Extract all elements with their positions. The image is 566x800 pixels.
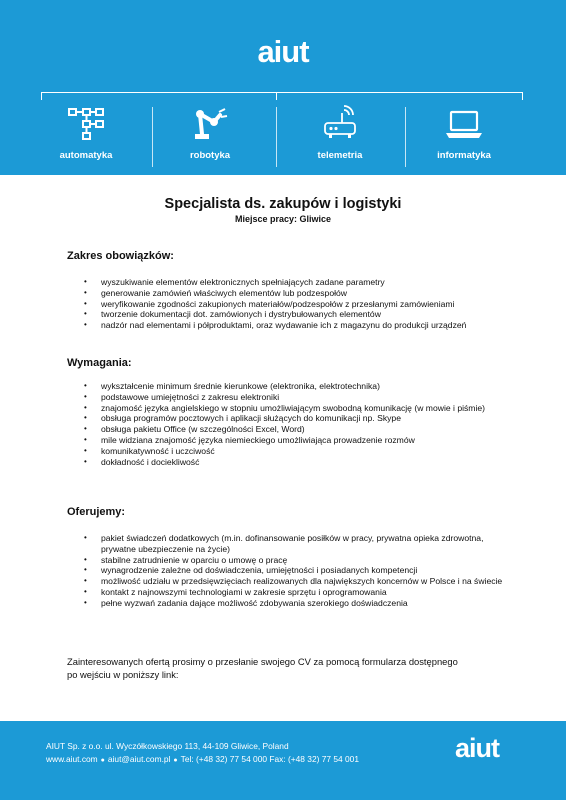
job-location: Miejsce pracy: Gliwice bbox=[234, 214, 332, 224]
list-item: • podstawowe umiejętności z zakresu elektroniki bbox=[67, 392, 507, 403]
category-automatyka[interactable] bbox=[21, 104, 151, 144]
closing-text: Zainteresowanych ofertą prosimy o przesłanie swojego CV za pomocą formularza dostępnego po wejściu w poniższy link: bbox=[67, 656, 458, 680]
list-item: • weryfikowanie zgodności zakupionych materiałów/podzespołów z przesłanymi zamówieniami bbox=[67, 299, 507, 310]
bracket-center-tick bbox=[276, 92, 277, 100]
list-item: • tworzenie dokumentacji dot. zamówionych i dystrybułowanych elementów bbox=[67, 309, 507, 320]
list-item: • wynagrodzenie zależne od doświadczenia, umiejętności i posiadanych kompetencji bbox=[67, 565, 507, 576]
header-bracket bbox=[41, 92, 523, 100]
category-telemetria[interactable] bbox=[275, 104, 405, 144]
section-heading-offer: Oferujemy: bbox=[67, 506, 126, 518]
offer-list bbox=[67, 533, 507, 609]
category-robotyka[interactable] bbox=[145, 104, 275, 144]
footer-contacts bbox=[46, 754, 359, 764]
website-link[interactable]: www.aiut.com bbox=[46, 754, 98, 764]
separator-dot: ● bbox=[100, 757, 105, 764]
list-item: • kontakt z najnowszymi technologiami w zakresie sprzętu i oprogramowania bbox=[67, 587, 507, 598]
separator-dot: ● bbox=[173, 757, 178, 764]
robot-arm-icon bbox=[190, 104, 230, 144]
aiut-logo[interactable]: aiut bbox=[257, 34, 309, 69]
laptop-icon bbox=[444, 104, 484, 144]
section-heading-requirements: Wymagania: bbox=[67, 357, 132, 369]
list-item: • dokładność i dociekliwość bbox=[67, 457, 507, 468]
list-item: • możliwość udziału w przedsięwzięciach realizowanych dla największych koncernów w Polsce i na świecie bbox=[67, 576, 507, 587]
list-item: • generowanie zamówień właściwych elementów lub podzespołów bbox=[67, 288, 507, 299]
requirements-list bbox=[67, 381, 507, 467]
list-item: • obsługa programów pocztowych i aplikacji służących do komunikacji np. Skype bbox=[67, 413, 507, 424]
section-heading-duties: Zakres obowiązków: bbox=[67, 250, 174, 262]
phone-fax: Tel: (+48 32) 77 54 000 Fax: (+48 32) 77 54 001 bbox=[180, 754, 359, 764]
list-item: • wyszukiwanie elementów elektronicznych spełniających zadane parametry bbox=[67, 277, 507, 288]
list-item: • obsługa pakietu Office (w szczególności Excel, Word) bbox=[67, 424, 507, 435]
list-item: • znajomość języka angielskiego w stopniu umożliwiającym swobodną komunikację (w mowie i piśmie) bbox=[67, 403, 507, 414]
email-link[interactable]: aiut@aiut.com.pl bbox=[107, 754, 171, 764]
duties-list bbox=[67, 277, 507, 331]
wireless-device-icon bbox=[320, 104, 360, 144]
list-item: • mile widziana znajomość języka niemieckiego umożliwiająca prowadzenie rozmów bbox=[67, 435, 507, 446]
job-title: Specjalista ds. zakupów i logistyki bbox=[164, 196, 402, 212]
category-label: informatyka bbox=[437, 150, 491, 161]
footer-banner bbox=[0, 721, 566, 800]
list-item: • wykształcenie minimum średnie kierunkowe (elektronika, elektrotechnika) bbox=[67, 381, 507, 392]
category-informatyka[interactable] bbox=[399, 104, 529, 144]
category-label: robotyka bbox=[189, 150, 231, 161]
list-item: • pełne wyzwań zadania dające możliwość zdobywania szerokiego doświadczenia bbox=[67, 598, 507, 609]
category-label: telemetria bbox=[317, 150, 363, 161]
company-address: AIUT Sp. z o.o. ul. Wyczółkowskiego 113, 44-109 Gliwice, Poland bbox=[46, 741, 289, 751]
flowchart-icon bbox=[66, 104, 106, 144]
header-banner bbox=[0, 0, 566, 175]
list-item: • komunikatywność i uczciwość bbox=[67, 446, 507, 457]
list-item: • nadzór nad elementami i półproduktami, oraz wydawanie ich z magazynu do produkcji urządzeń bbox=[67, 320, 507, 331]
list-item: • pakiet świadczeń dodatkowych (m.in. dofinansowanie posiłków w pracy, prywatna opieka zdrowotna, prywatne ubezpieczenie na życie) bbox=[67, 533, 507, 555]
aiut-footer-logo[interactable]: aiut bbox=[455, 733, 500, 763]
list-item: • stabilne zatrudnienie w oparciu o umowę o pracę bbox=[67, 555, 507, 566]
category-label: automatyka bbox=[59, 150, 113, 161]
